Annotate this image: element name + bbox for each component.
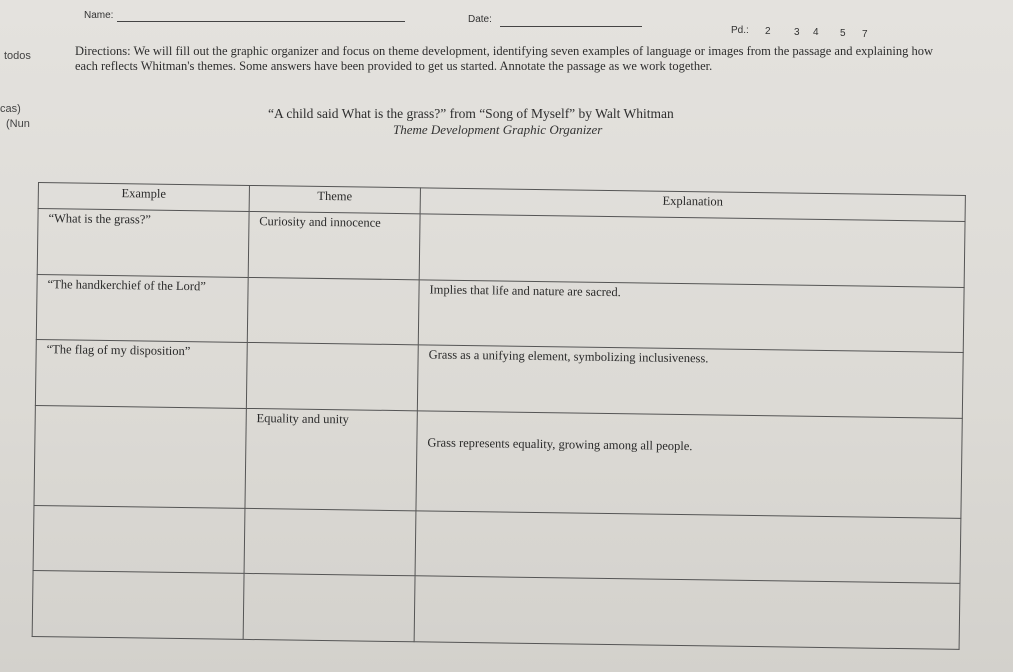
name-label: Name: (84, 10, 114, 21)
margin-bleed-text: todos (4, 50, 31, 62)
theme-cell[interactable] (244, 508, 416, 576)
passage-title: “A child said What is the grass?” from “Song of Myself” by Walt Whitman (268, 106, 674, 121)
explanation-cell[interactable] (415, 510, 961, 583)
theme-cell[interactable] (246, 343, 418, 411)
explanation-cell[interactable]: Grass represents equality, growing among all people. (416, 411, 962, 518)
organizer-subtitle: Theme Development Graphic Organizer (393, 122, 603, 137)
example-cell[interactable] (33, 505, 245, 574)
period-label: Pd.: (731, 25, 749, 36)
date-label: Date: (468, 14, 492, 25)
column-header-theme: Theme (249, 185, 421, 213)
explanation-cell[interactable]: Grass as a unifying element, symbolizing inclusiveness. (417, 345, 963, 418)
table-row (34, 405, 962, 518)
theme-cell[interactable]: Curiosity and innocence (248, 211, 420, 279)
example-cell[interactable]: “The flag of my disposition” (35, 340, 247, 409)
theme-cell[interactable] (247, 277, 419, 345)
explanation-cell[interactable] (419, 214, 965, 287)
example-cell[interactable]: “What is the grass?” (37, 209, 249, 278)
name-blank[interactable] (117, 21, 405, 22)
example-cell[interactable] (34, 405, 246, 508)
directions-text: Directions: We will fill out the graphic organizer and focus on theme development, identifying seven examples of language or images from the passage and explaining how each reflects Whitman's themes. Some answers have been provided to get us started. Annotate the passage as we work together. (75, 44, 934, 73)
column-header-explanation: Explanation (420, 188, 965, 222)
explanation-cell[interactable]: Implies that life and nature are sacred. (418, 280, 964, 353)
example-cell[interactable]: “The handkerchief of the Lord” (36, 274, 248, 343)
date-blank[interactable] (500, 26, 642, 27)
theme-cell[interactable] (243, 574, 415, 642)
period-option[interactable]: 3 (794, 27, 800, 38)
margin-bleed-text: cas) (0, 103, 21, 115)
period-option[interactable]: 2 (765, 26, 771, 37)
period-option[interactable]: 4 (813, 27, 819, 38)
example-cell[interactable] (32, 571, 244, 640)
period-option[interactable]: 7 (862, 29, 868, 40)
explanation-cell[interactable] (414, 576, 960, 649)
theme-organizer-table (32, 182, 966, 650)
theme-cell[interactable]: Equality and unity (245, 408, 418, 510)
column-header-example: Example (38, 183, 249, 212)
period-option[interactable]: 5 (840, 28, 846, 39)
table-row (32, 571, 960, 650)
margin-bleed-text: (Nun (6, 118, 30, 130)
